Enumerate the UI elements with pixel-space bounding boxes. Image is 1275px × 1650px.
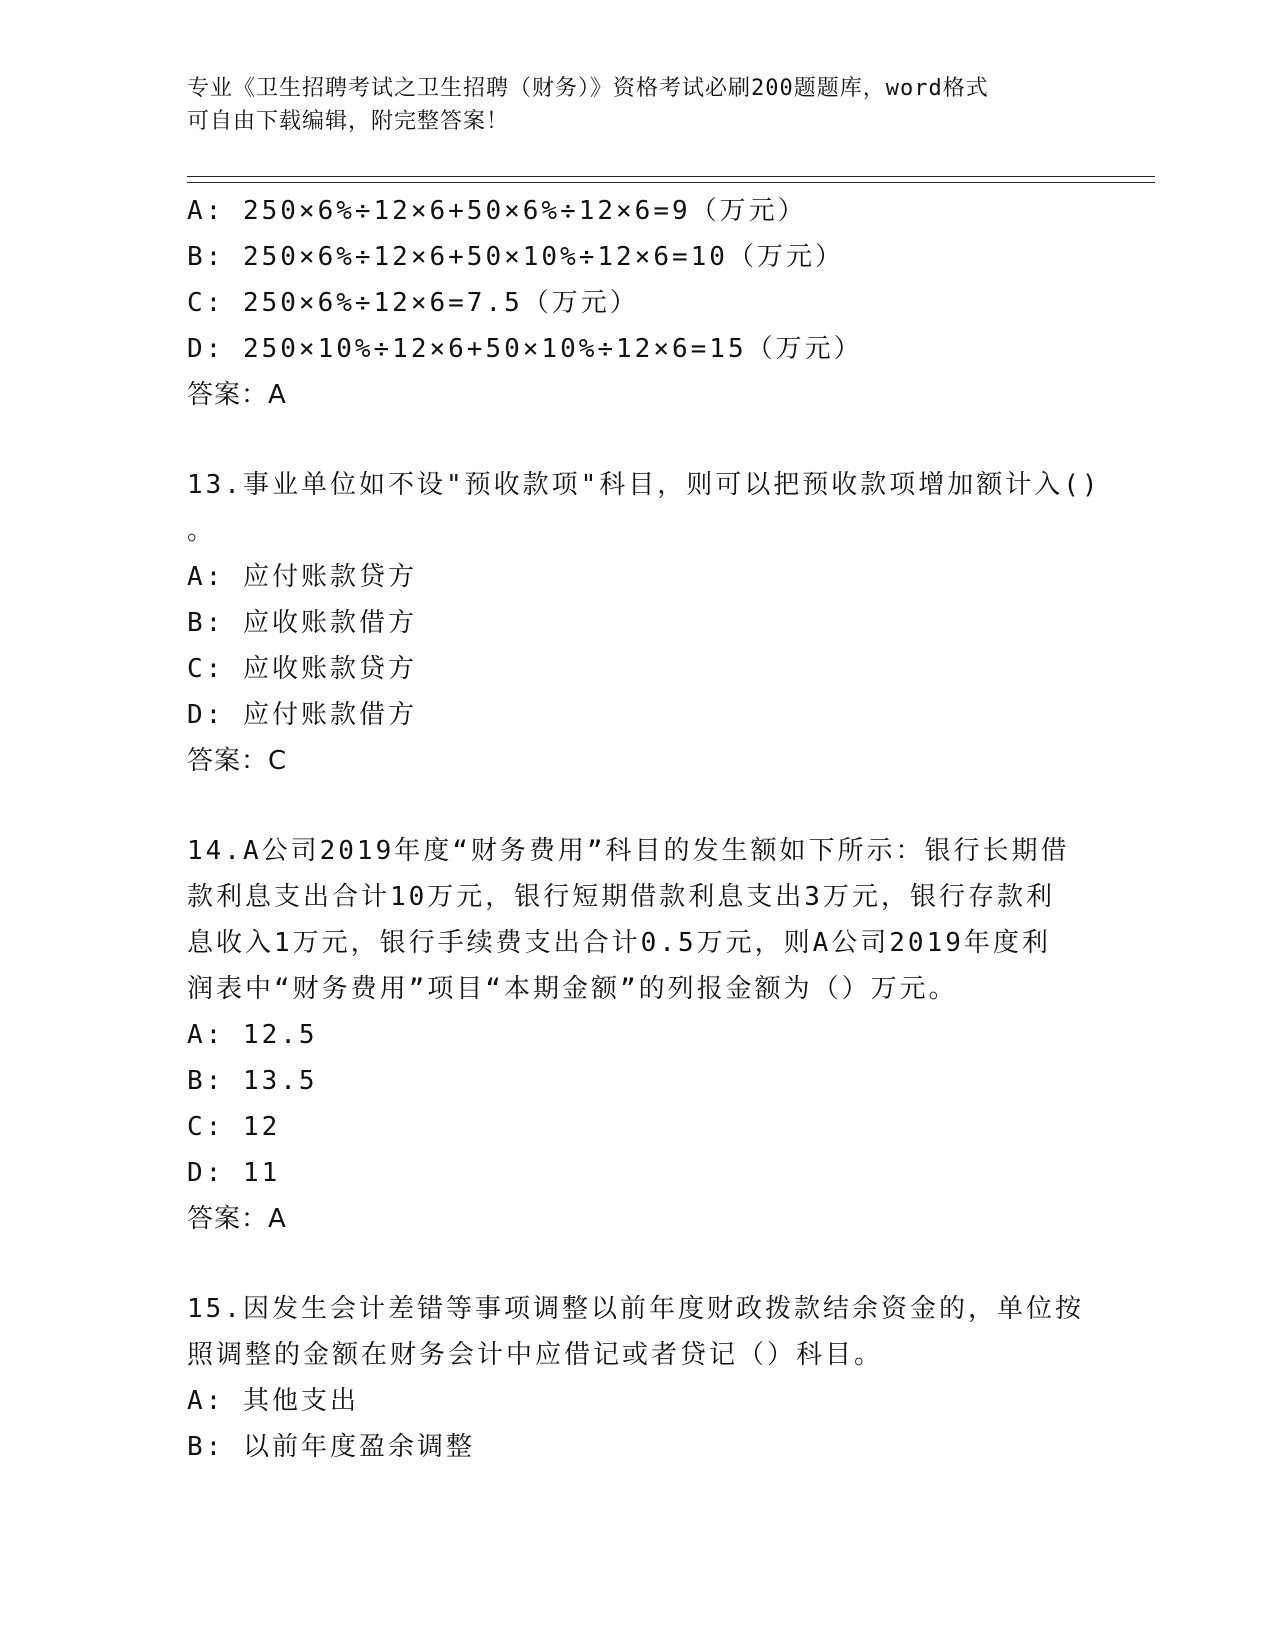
question-text-line: 。 bbox=[187, 516, 217, 546]
question-content bbox=[187, 188, 1101, 1470]
question-13 bbox=[187, 462, 1101, 784]
option-b: B: 应收账款借方 bbox=[187, 608, 417, 638]
option-a: A: 12.5 bbox=[187, 1020, 318, 1050]
option-d: D: 应付账款借方 bbox=[187, 700, 417, 730]
question-14 bbox=[187, 828, 1087, 1242]
question-text-line: 13.事业单位如不设"预收款项"科目，则可以把预收款项增加额计入() bbox=[187, 470, 1101, 500]
question-text-line: 14.A公司2019年度“财务费用”科目的发生额如下所示：银行长期借 bbox=[187, 836, 1070, 866]
header-rule-top bbox=[187, 176, 1155, 177]
option-d: D: 250×10%÷12×6+50×10%÷12×6=15（万元） bbox=[187, 334, 863, 364]
spacer bbox=[187, 1242, 1087, 1286]
option-c: C: 12 bbox=[187, 1112, 281, 1142]
question-text-line: 息收入1万元，银行手续费支出合计0.5万元，则A公司2019年度利 bbox=[187, 928, 1051, 958]
answer: 答案：C bbox=[187, 746, 288, 776]
question-text-line: 照调整的金额在财务会计中应借记或者贷记（）科目。 bbox=[187, 1340, 884, 1370]
header-line-1: 专业《卫生招聘考试之卫生招聘（财务）》资格考试必刷200题题库，word格式 bbox=[187, 76, 989, 101]
question-text-line: 润表中“财务费用”项目“本期金额”的列报金额为（）万元。 bbox=[187, 974, 958, 1004]
question-12 bbox=[187, 188, 1087, 418]
question-text-line: 款利息支出合计10万元，银行短期借款利息支出3万元，银行存款利 bbox=[187, 882, 1055, 912]
option-c: C: 应收账款贷方 bbox=[187, 654, 417, 684]
question-text-line: 15.因发生会计差错等事项调整以前年度财政拨款结余资金的，单位按 bbox=[187, 1294, 1084, 1324]
header-line-2: 可自由下载编辑，附完整答案！ bbox=[187, 109, 510, 134]
option-a: A: 其他支出 bbox=[187, 1386, 359, 1416]
option-b: B: 13.5 bbox=[187, 1066, 318, 1096]
option-b: B: 250×6%÷12×6+50×10%÷12×6=10（万元） bbox=[187, 242, 844, 272]
question-15 bbox=[187, 1286, 1087, 1470]
spacer bbox=[187, 784, 1087, 828]
option-c: C: 250×6%÷12×6=7.5（万元） bbox=[187, 288, 639, 318]
option-a: A: 应付账款贷方 bbox=[187, 562, 417, 592]
answer: 答案：A bbox=[187, 1204, 287, 1234]
option-b: B: 以前年度盈余调整 bbox=[187, 1432, 475, 1462]
spacer bbox=[187, 418, 1087, 462]
option-d: D: 11 bbox=[187, 1158, 281, 1188]
document-header bbox=[187, 72, 1087, 138]
option-a: A: 250×6%÷12×6+50×6%÷12×6=9（万元） bbox=[187, 196, 807, 226]
answer: 答案：A bbox=[187, 380, 287, 410]
header-rule-bottom bbox=[187, 182, 1155, 183]
